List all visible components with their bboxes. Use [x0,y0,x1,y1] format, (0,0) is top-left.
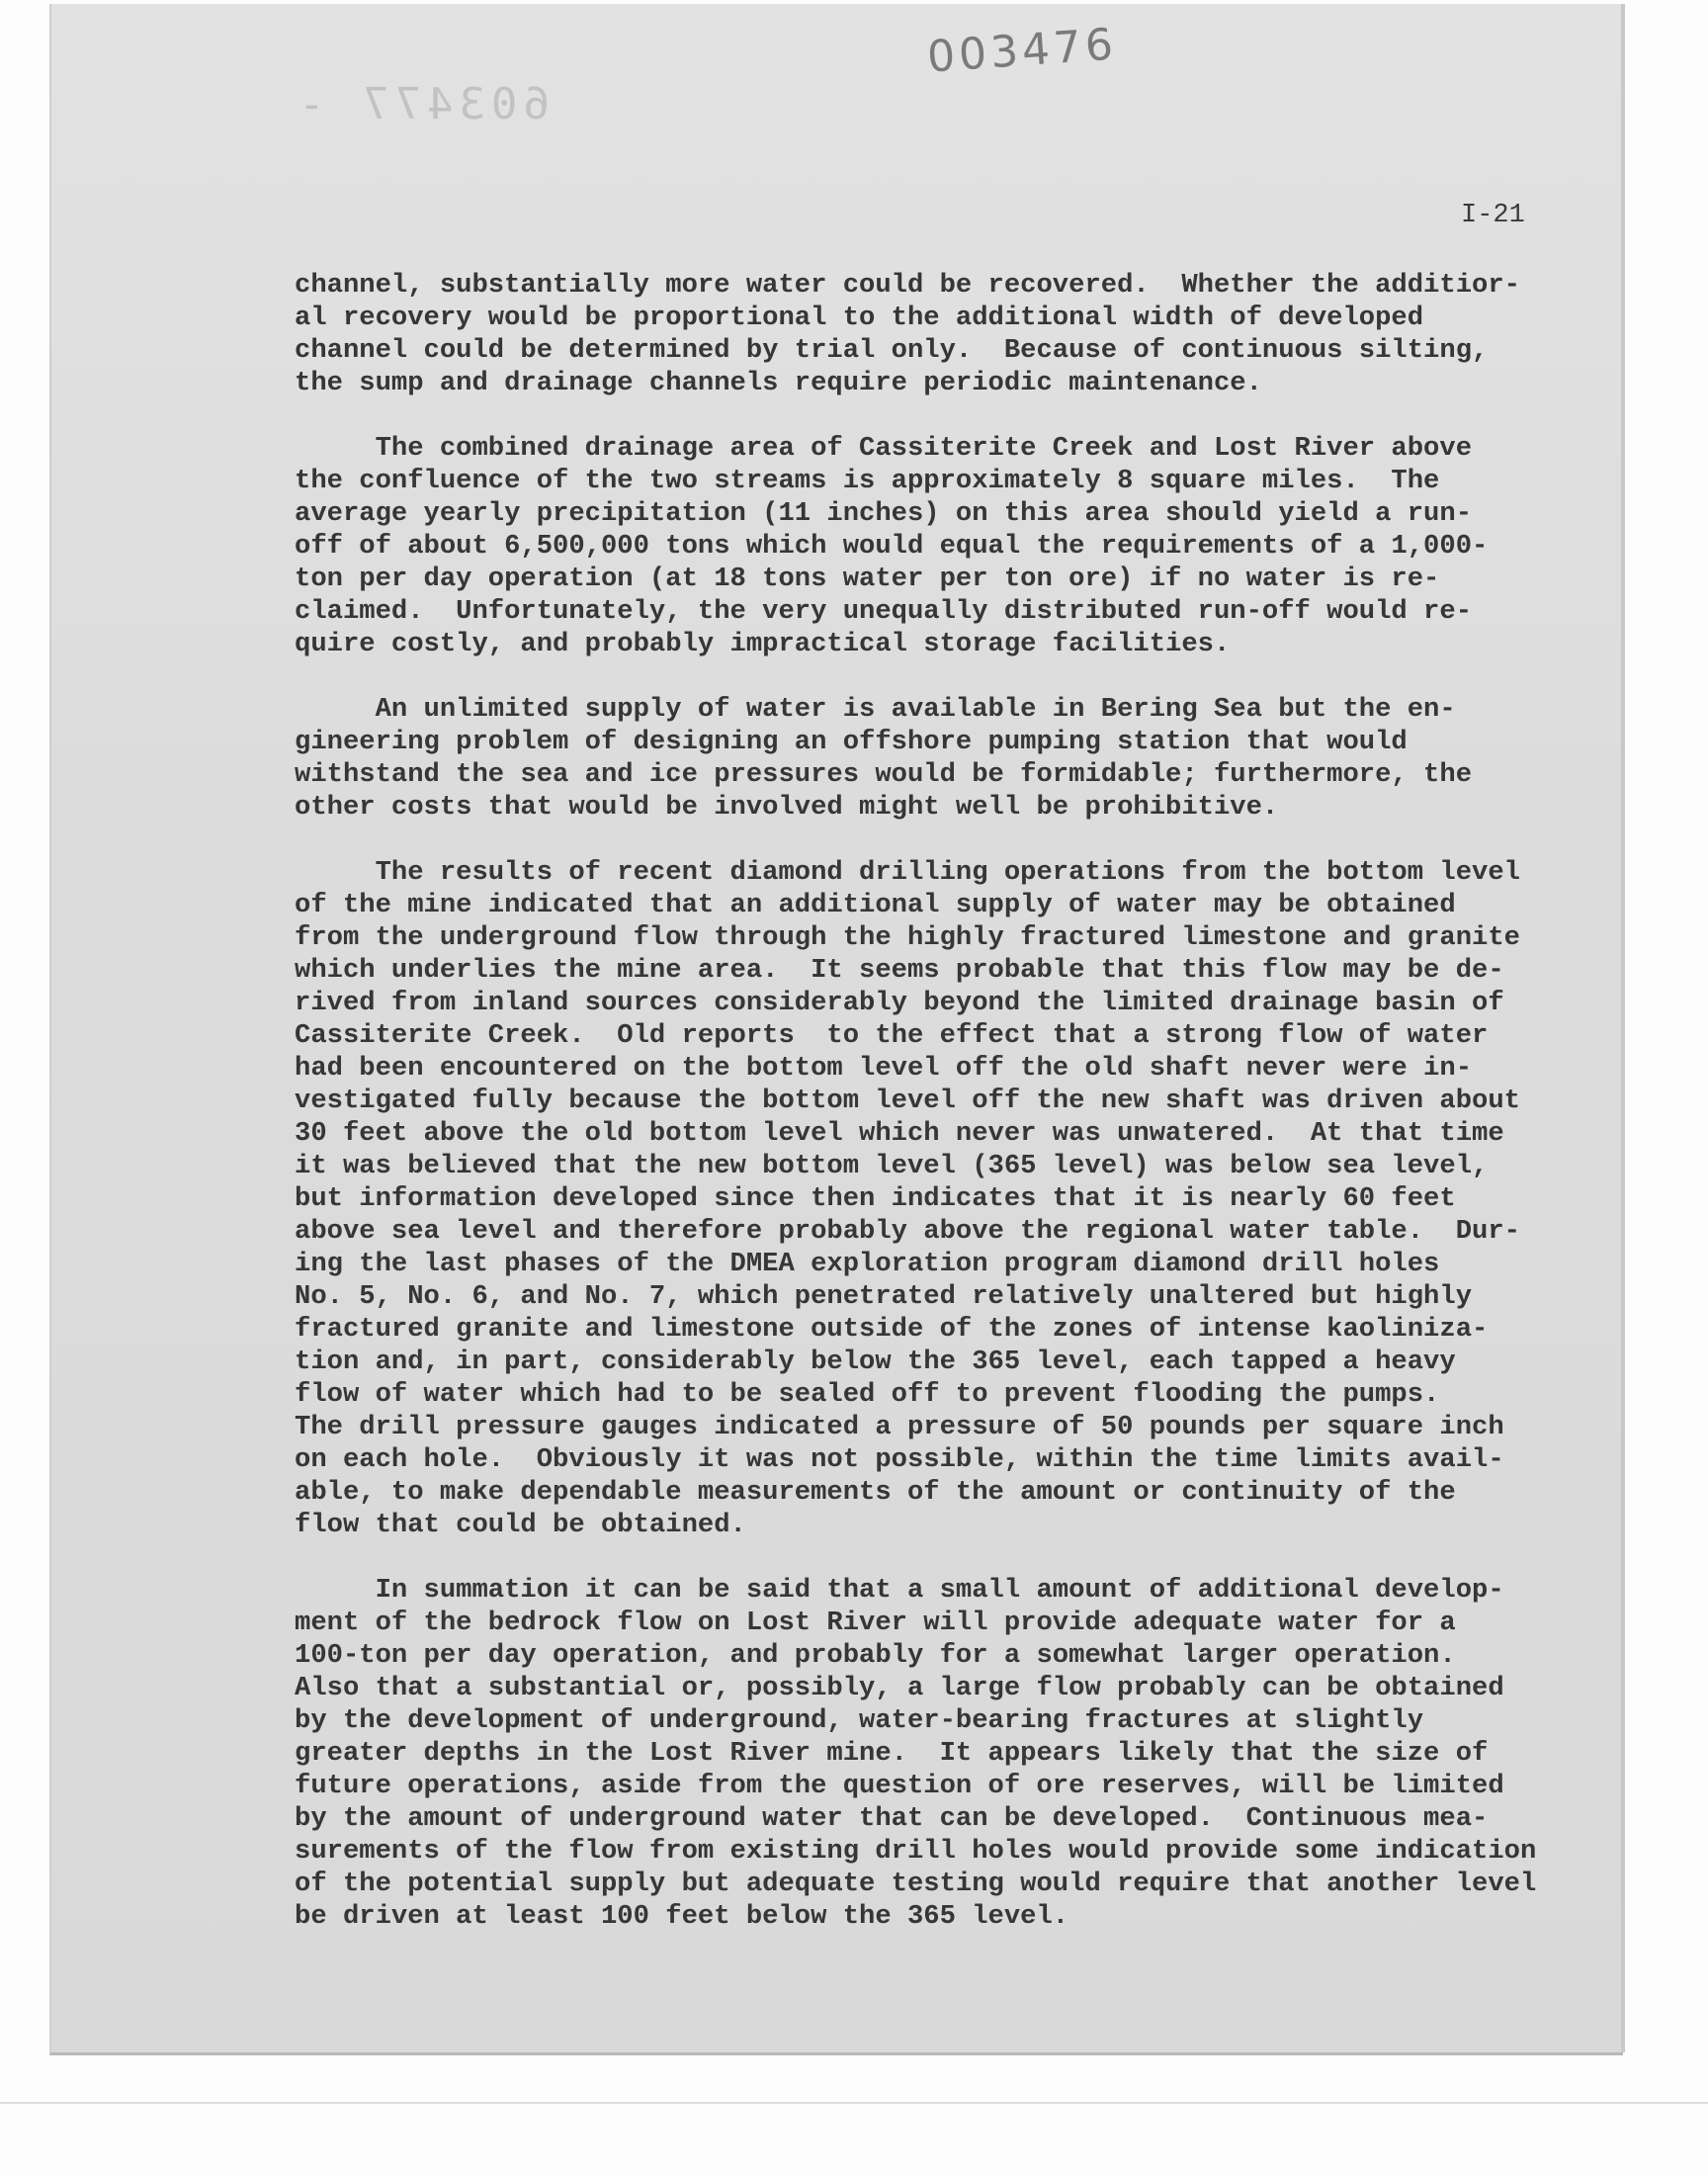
scan-bottom-edge [0,2102,1708,2104]
text-line: ing the last phases of the DMEA exploration program diamond drill holes [295,1249,1440,1279]
text-line: withstand the sea and ice pressures would be formidable; furthermore, the [295,759,1473,790]
text-line: flow that could be obtained. [295,1510,746,1540]
page-number: I-21 [1461,201,1525,230]
paragraph [295,693,1580,824]
page-edge [1621,4,1625,2052]
text-line: on each hole. Obviously it was not possible, within the time limits avail- [295,1444,1504,1475]
paragraph [295,1574,1580,1933]
text-line: flow of water which had to be sealed off to prevent flooding the pumps. [295,1379,1440,1410]
text-line: channel could be determined by trial only. Because of continuous silting, [295,335,1489,366]
handwritten-document-id: 003476 [925,19,1119,83]
text-line: above sea level and therefore probably above the regional water table. Dur- [295,1216,1520,1247]
text-line: had been encountered on the bottom level off the old shaft never were in- [295,1053,1473,1084]
text-line: quire costly, and probably impractical storage facilities. [295,629,1231,659]
text-line: able, to make dependable measurements of the amount or continuity of the [295,1477,1456,1508]
text-line: The results of recent diamond drilling operations from the bottom level [295,857,1520,888]
text-line: 30 feet above the old bottom level which never was unwatered. At that time [295,1118,1504,1149]
paragraph [295,432,1580,660]
text-line: claimed. Unfortunately, the very unequally distributed run-off would re- [295,596,1473,627]
document-body [295,269,1580,1965]
text-line: be driven at least 100 feet below the 365 level. [295,1901,1069,1932]
text-line: tion and, in part, considerably below the 365 level, each tapped a heavy [295,1347,1456,1377]
text-line: surements of the flow from existing drill holes would provide some indication [295,1836,1537,1867]
text-line: the confluence of the two streams is approximately 8 square miles. The [295,466,1440,496]
paragraph [295,856,1580,1541]
text-line: al recovery would be proportional to the additional width of developed [295,303,1424,333]
paragraph [295,269,1580,399]
stamped-document-id: 603477 - [293,79,550,130]
text-line: An unlimited supply of water is available in Bering Sea but the en- [295,694,1456,725]
text-line: gineering problem of designing an offshore pumping station that would [295,727,1408,757]
text-line: rived from inland sources considerably beyond the limited drainage basin of [295,988,1504,1018]
text-line: which underlies the mine area. It seems probable that this flow may be de- [295,955,1504,986]
text-line: No. 5, No. 6, and No. 7, which penetrated relatively unaltered but highly [295,1281,1473,1312]
text-line: vestigated fully because the bottom level off the new shaft was driven about [295,1086,1520,1116]
text-line: but information developed since then indicates that it is nearly 60 feet [295,1183,1456,1214]
text-line: of the mine indicated that an additional supply of water may be obtained [295,890,1456,920]
text-line: future operations, aside from the question of ore reserves, will be limited [295,1771,1504,1801]
text-line: The drill pressure gauges indicated a pressure of 50 pounds per square inch [295,1412,1504,1442]
text-line: from the underground flow through the highly fractured limestone and granite [295,922,1520,953]
text-line: Cassiterite Creek. Old reports to the effect that a strong flow of water [295,1020,1489,1051]
text-line: of the potential supply but adequate testing would require that another level [295,1869,1537,1899]
text-line: In summation it can be said that a small amount of additional develop- [295,1575,1504,1606]
text-line: average yearly precipitation (11 inches) on this area should yield a run- [295,498,1473,529]
text-line: The combined drainage area of Cassiterite Creek and Lost River above [295,433,1473,464]
text-line: by the development of underground, water-bearing fractures at slightly [295,1705,1424,1736]
text-line: greater depths in the Lost River mine. It appears likely that the size of [295,1738,1489,1769]
text-line: channel, substantially more water could be recovered. Whether the additior- [295,270,1520,301]
text-line: 100-ton per day operation, and probably for a somewhat larger operation. [295,1640,1456,1671]
text-line: off of about 6,500,000 tons which would equal the requirements of a 1,000- [295,531,1489,562]
text-line: the sump and drainage channels require periodic maintenance. [295,368,1262,398]
text-line: by the amount of underground water that can be developed. Continuous mea- [295,1803,1489,1834]
text-line: Also that a substantial or, possibly, a large flow probably can be obtained [295,1673,1504,1703]
text-line: ton per day operation (at 18 tons water per ton ore) if no water is re- [295,564,1440,594]
text-line: fractured granite and limestone outside of the zones of intense kaoliniza- [295,1314,1489,1345]
text-line: it was believed that the new bottom level (365 level) was below sea level, [295,1151,1489,1181]
text-line: other costs that would be involved might well be prohibitive. [295,792,1279,823]
text-line: ment of the bedrock flow on Lost River will provide adequate water for a [295,1608,1456,1638]
